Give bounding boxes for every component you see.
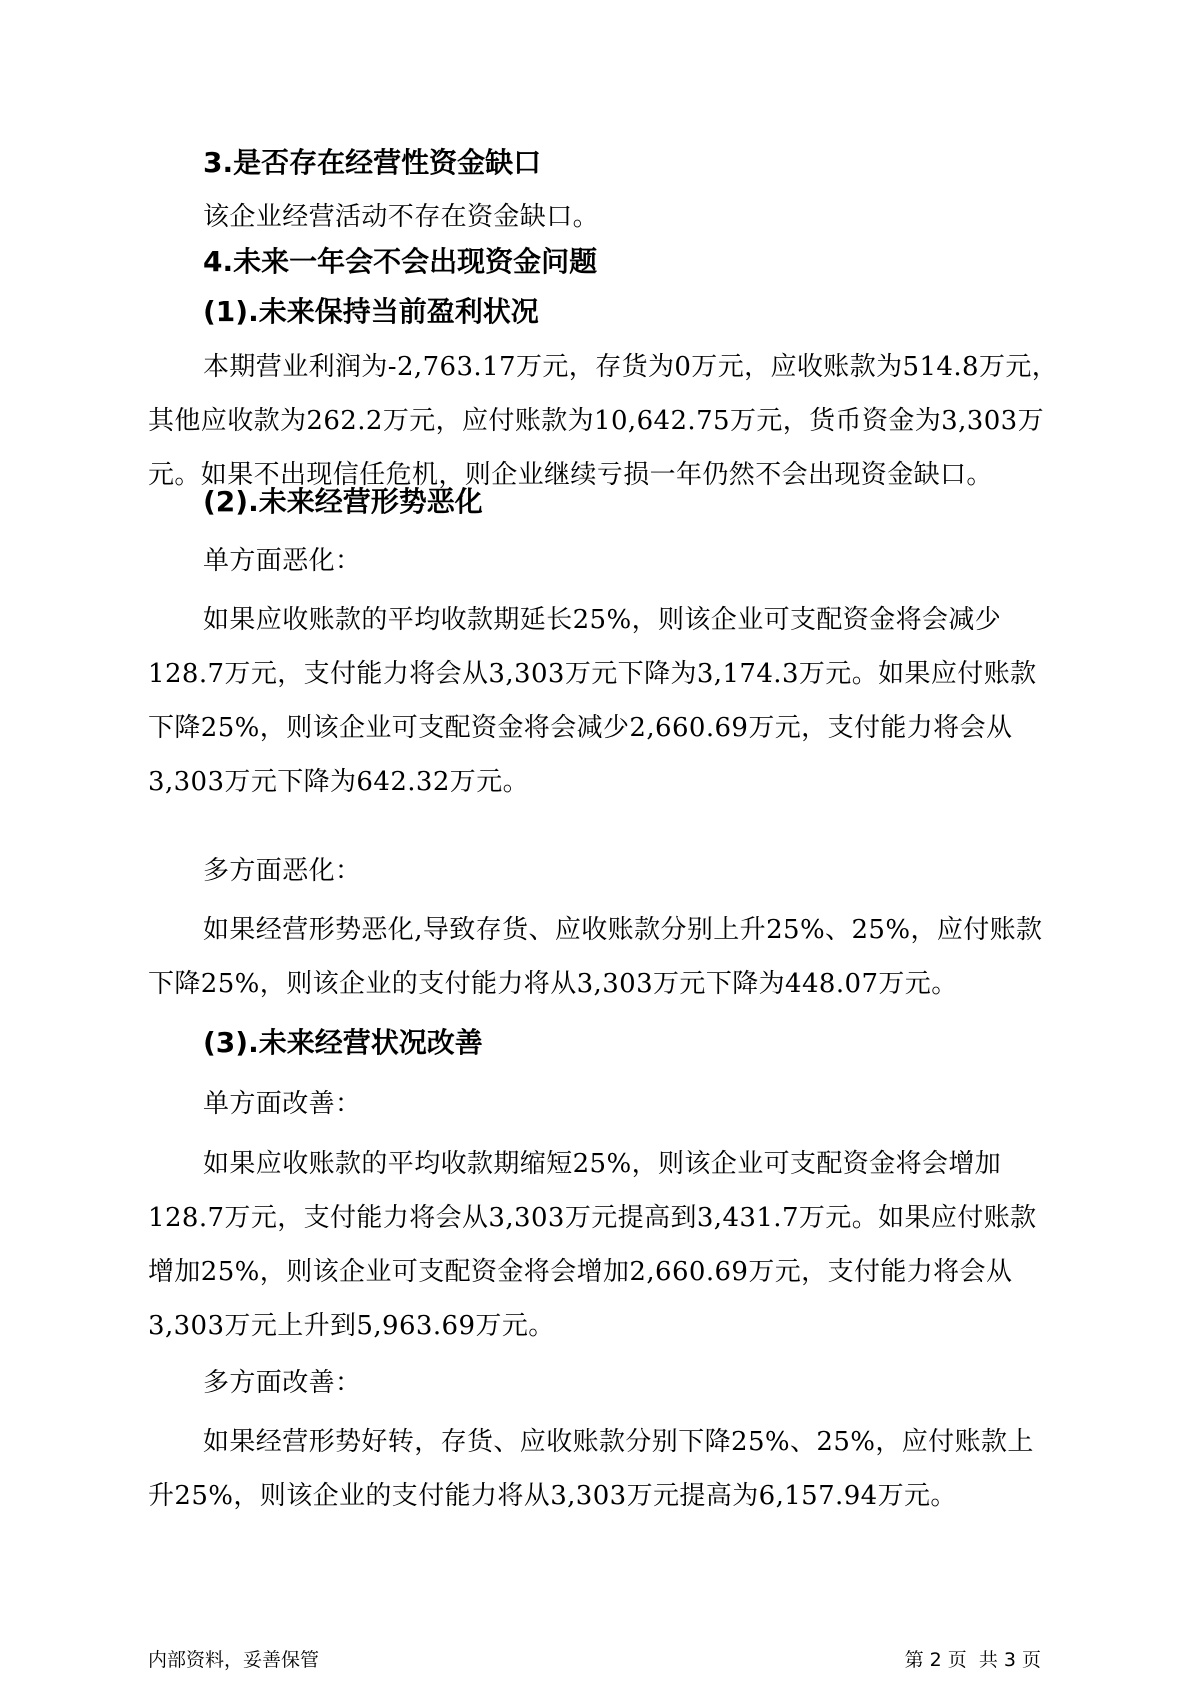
paragraph-line: 本期营业利润为-2,763.17万元，存货为0万元，应收账款为514.8万元， — [203, 352, 1059, 382]
single-improvement-label: 单方面改善： — [203, 1089, 362, 1119]
paragraph-line: 3,303万元上升到5,963.69万元。 — [148, 1311, 555, 1341]
subsection-2-heading: (2).未来经营形势恶化 — [203, 485, 483, 518]
paragraph-line: 增加25%，则该企业可支配资金将会增加2,660.69万元，支付能力将会从 — [148, 1257, 1013, 1287]
section-3-body: 该企业经营活动不存在资金缺口。 — [203, 202, 600, 232]
paragraph-line: 其他应收款为262.2万元，应付账款为10,642.75万元，货币资金为3,303万 — [148, 406, 1044, 436]
multi-worsening-paragraph — [148, 903, 1042, 1011]
footer-confidential-note: 内部资料，妥善保管 — [148, 1649, 320, 1671]
paragraph-line: 元。如果不出现信任危机，则企业继续亏损一年仍然不会出现资金缺口。 — [148, 460, 993, 490]
paragraph-line: 如果经营形势恶化,导致存货、应收账款分别上升25%、25%，应付账款 — [203, 915, 1043, 945]
single-worsening-label: 单方面恶化： — [203, 546, 362, 576]
section-3-heading: 3.是否存在经营性资金缺口 — [203, 146, 542, 179]
subsection-3-heading: (3).未来经营状况改善 — [203, 1026, 483, 1059]
paragraph-line: 下降25%，则该企业可支配资金将会减少2,660.69万元，支付能力将会从 — [148, 713, 1013, 743]
paragraph-line: 如果经营形势好转，存货、应收账款分别下降25%、25%，应付账款上 — [203, 1427, 1034, 1457]
single-improvement-paragraph — [148, 1137, 1037, 1353]
multi-worsening-label: 多方面恶化： — [203, 856, 362, 886]
subsection-1-paragraph — [148, 340, 1058, 502]
paragraph-line: 如果应收账款的平均收款期缩短25%，则该企业可支配资金将会增加 — [203, 1149, 1002, 1179]
paragraph-line: 3,303万元下降为642.32万元。 — [148, 767, 530, 797]
paragraph-line: 128.7万元，支付能力将会从3,303万元提高到3,431.7万元。如果应付账款 — [148, 1203, 1037, 1233]
paragraph-line: 如果应收账款的平均收款期延长25%，则该企业可支配资金将会减少 — [203, 605, 1002, 635]
footer-page-number: 第 2 页 共 3 页 — [904, 1649, 1041, 1671]
section-4-heading: 4.未来一年会不会出现资金问题 — [203, 245, 598, 278]
multi-improvement-label: 多方面改善： — [203, 1368, 362, 1398]
subsection-1-heading: (1).未来保持当前盈利状况 — [203, 295, 539, 328]
paragraph-line: 升25%，则该企业的支付能力将从3,303万元提高为6,157.94万元。 — [148, 1481, 957, 1511]
single-worsening-paragraph — [148, 593, 1037, 809]
paragraph-line: 128.7万元，支付能力将会从3,303万元下降为3,174.3万元。如果应付账款 — [148, 659, 1037, 689]
multi-improvement-paragraph — [148, 1415, 1034, 1523]
paragraph-line: 下降25%，则该企业的支付能力将从3,303万元下降为448.07万元。 — [148, 969, 958, 999]
